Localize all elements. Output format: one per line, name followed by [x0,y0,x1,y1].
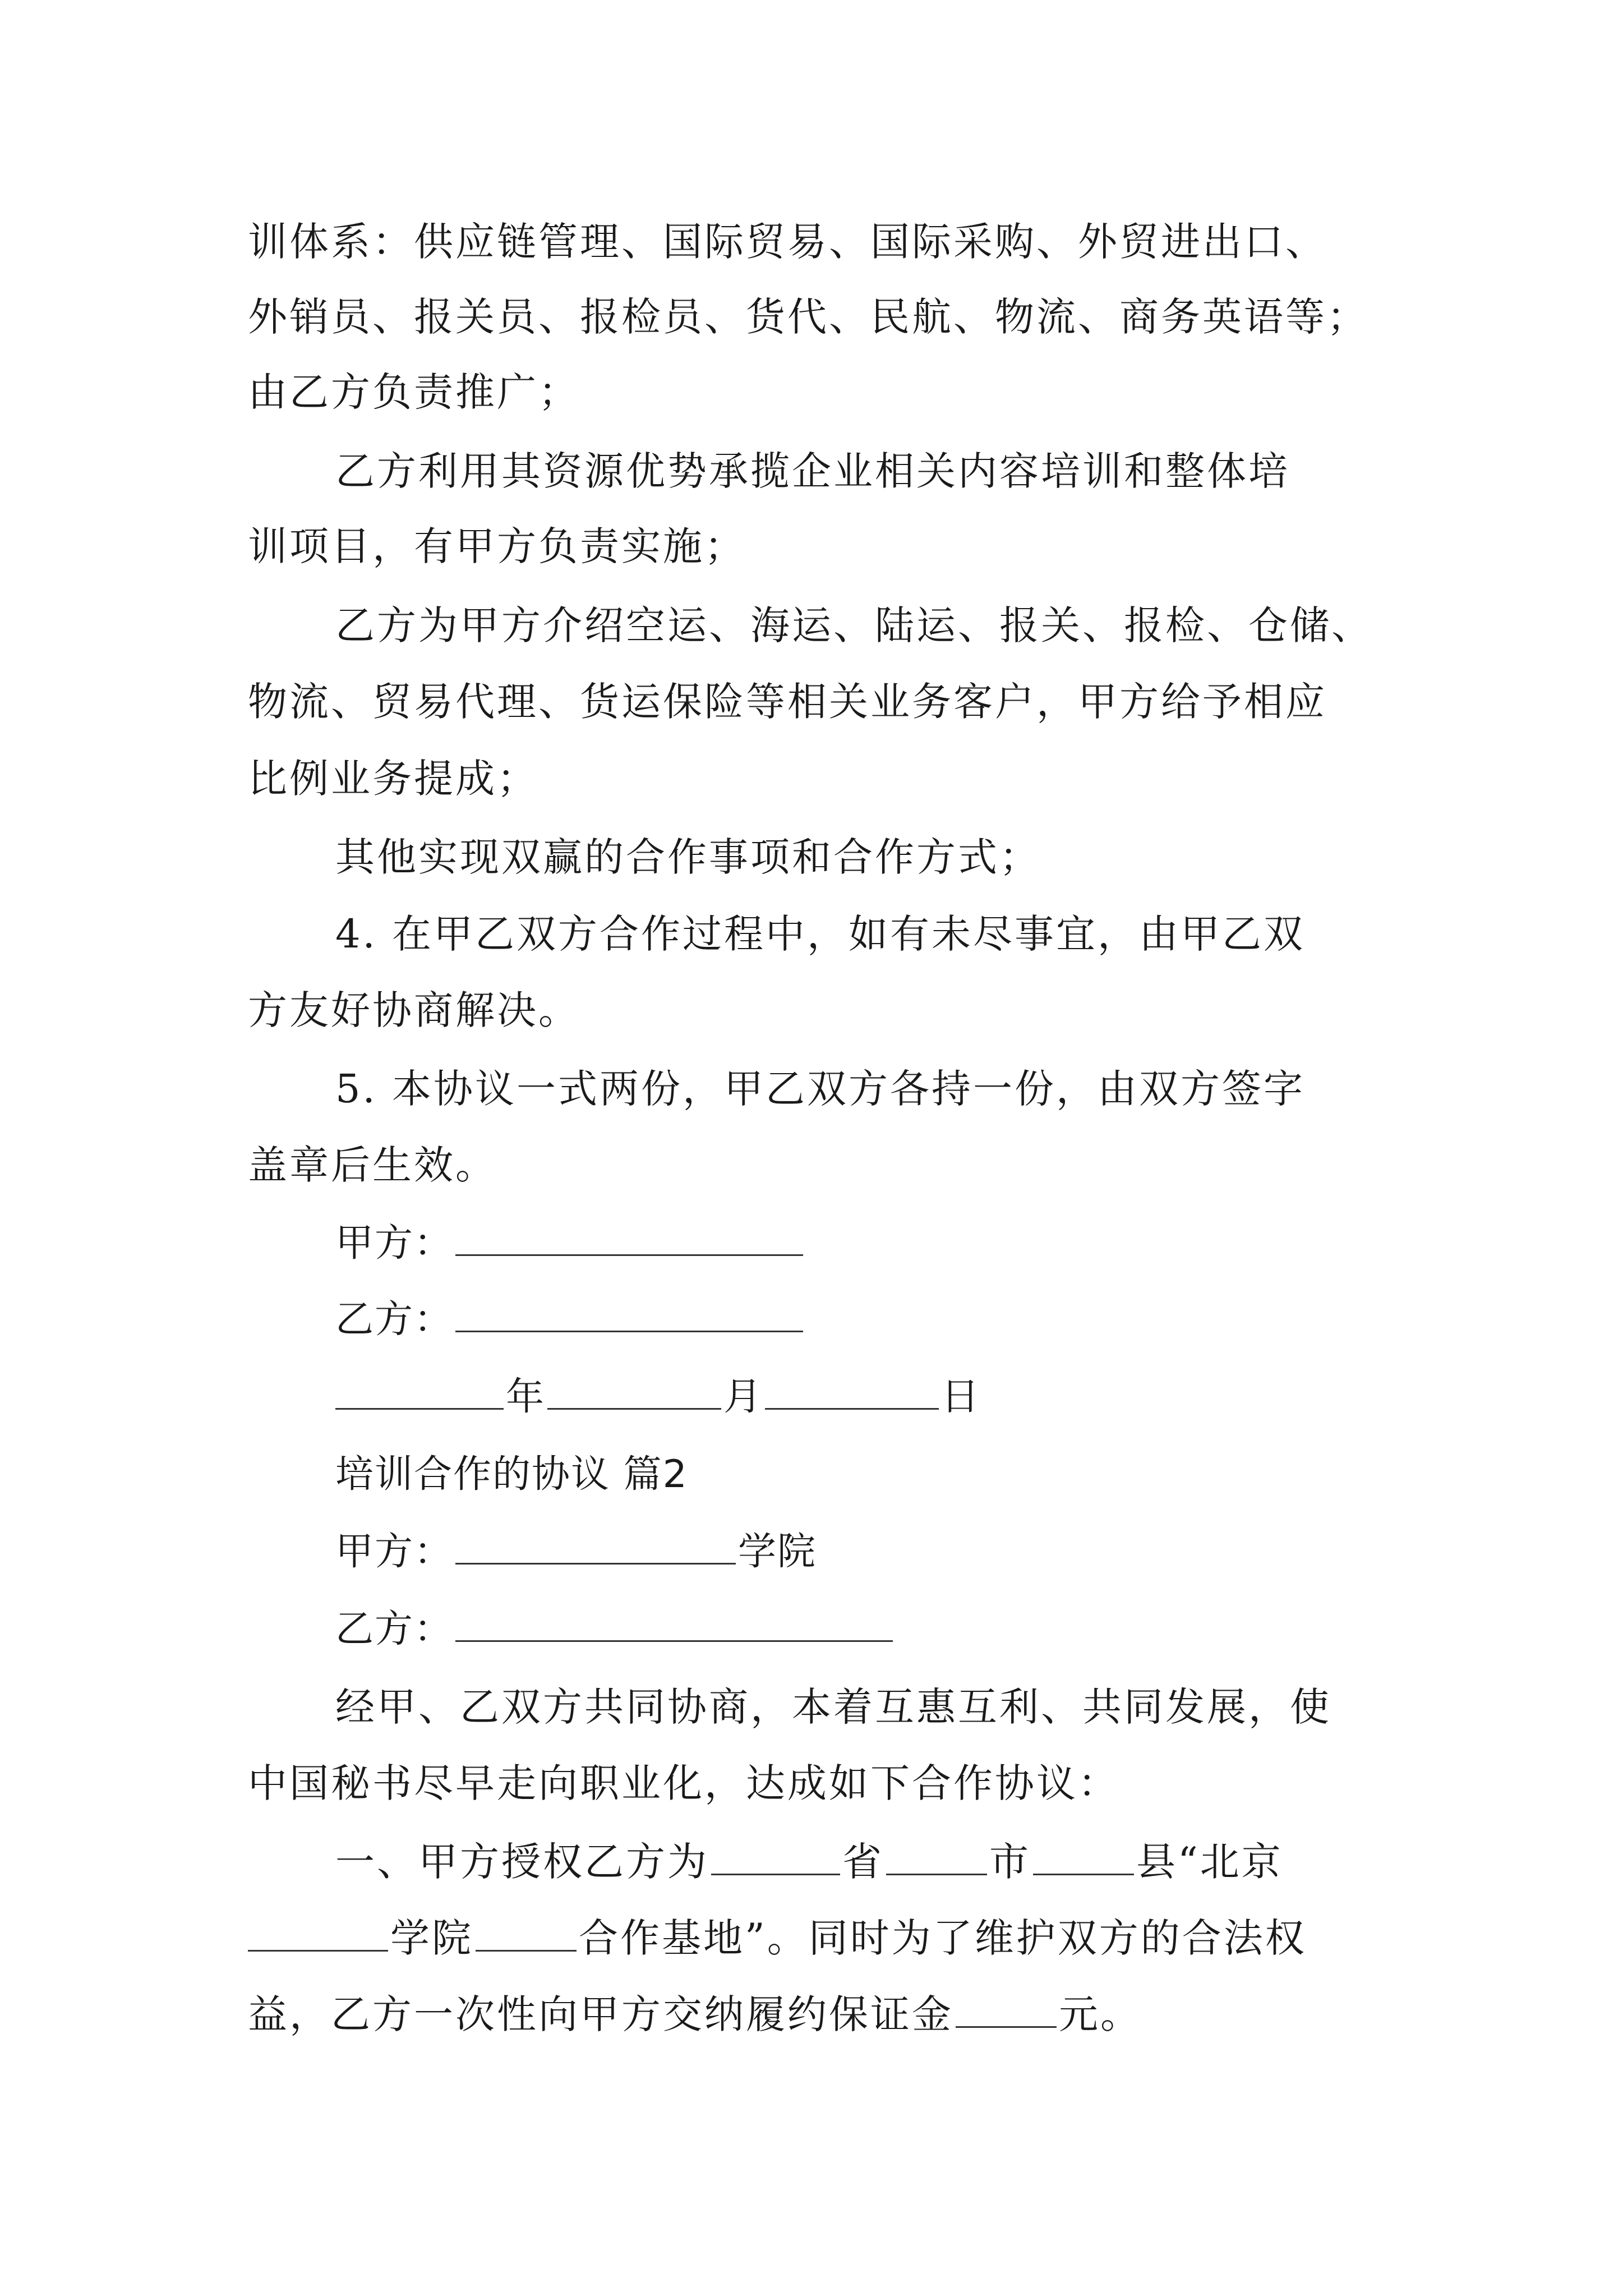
paragraph-line: 方友好协商解决。 [248,987,580,1033]
clause-text: 市 [989,1839,1031,1885]
paragraph-line: 经甲、乙双方共同协商，本着互惠互利、共同发展，使 [335,1684,1331,1730]
date-line [335,1366,980,1428]
party-b-blank-2[interactable] [455,1601,893,1642]
party-a-label: 甲方： [335,1221,454,1266]
paragraph-line: 训体系：供应链管理、国际贸易、国际采购、外贸进出口、 [248,219,1327,265]
clause-1-line-2 [248,1907,1307,1969]
clause-text: 学院 [390,1915,473,1961]
month-label: 月 [723,1375,763,1419]
clause-text: 合作基地”。同时为了维护双方的合法权 [579,1915,1307,1961]
clause-text: 益，乙方一次性向甲方交纳履约保证金 [248,1991,953,2037]
paragraph-line: 物流、贸易代理、货运保险等相关业务客户，甲方给予相应 [248,679,1327,725]
party-a-blank-2[interactable] [455,1524,736,1565]
paragraph-line: 其他实现双赢的合作事项和合作方式； [335,834,1041,880]
clause-text: 县“北京 [1136,1839,1283,1885]
paragraph-line: 5. 本协议一式两份，甲乙双方各持一份，由双方签字 [335,1066,1306,1112]
paragraph-line: 由乙方负责推广； [248,369,580,415]
year-label: 年 [506,1375,546,1419]
year-blank[interactable] [335,1369,504,1410]
paragraph-line: 乙方利用其资源优势承揽企业相关内容培训和整体培 [335,448,1290,494]
party-b-label-2: 乙方： [335,1607,454,1651]
party-a-line-2 [335,1521,817,1583]
paragraph-line: 训项目，有甲方负责实施； [248,523,746,569]
paragraph-line: 4. 在甲乙双方合作过程中，如有未尽事宜，由甲乙双 [335,911,1306,957]
college-blank[interactable] [248,1911,388,1952]
section-title: 培训合作的协议 篇2 [335,1452,688,1497]
day-label: 日 [941,1375,981,1419]
day-blank[interactable] [765,1369,939,1410]
party-b-blank[interactable] [455,1291,803,1332]
party-a-blank[interactable] [455,1215,803,1256]
paragraph-line: 中国秘书尽早走向职业化，达成如下合作协议： [248,1760,1119,1806]
paragraph-line: 乙方为甲方介绍空运、海运、陆运、报关、报检、仓储、 [335,602,1373,648]
paragraph-line: 盖章后生效。 [248,1142,497,1188]
clause-1-line-1 [335,1831,1283,1893]
party-b-line-2 [335,1599,895,1660]
deposit-blank[interactable] [956,1987,1057,2028]
clause-text: 省 [842,1839,884,1885]
paragraph-line: 比例业务提成； [248,756,538,802]
clause-1-line-3 [248,1984,1142,2045]
base-blank[interactable] [476,1911,577,1952]
party-a-signature-line [335,1213,805,1274]
month-blank[interactable] [547,1369,721,1410]
party-a-label-2: 甲方： [335,1530,454,1574]
party-b-signature-line [335,1289,805,1351]
county-blank[interactable] [1033,1834,1134,1875]
clause-text: 元。 [1059,1991,1142,2037]
party-b-label: 乙方： [335,1297,454,1342]
city-blank[interactable] [886,1834,987,1875]
province-blank[interactable] [711,1834,840,1875]
clause-text: 一、甲方授权乙方为 [335,1839,709,1885]
paragraph-line: 外销员、报关员、报检员、货代、民航、物流、商务英语等； [248,294,1368,340]
party-a-suffix: 学院 [738,1530,817,1574]
